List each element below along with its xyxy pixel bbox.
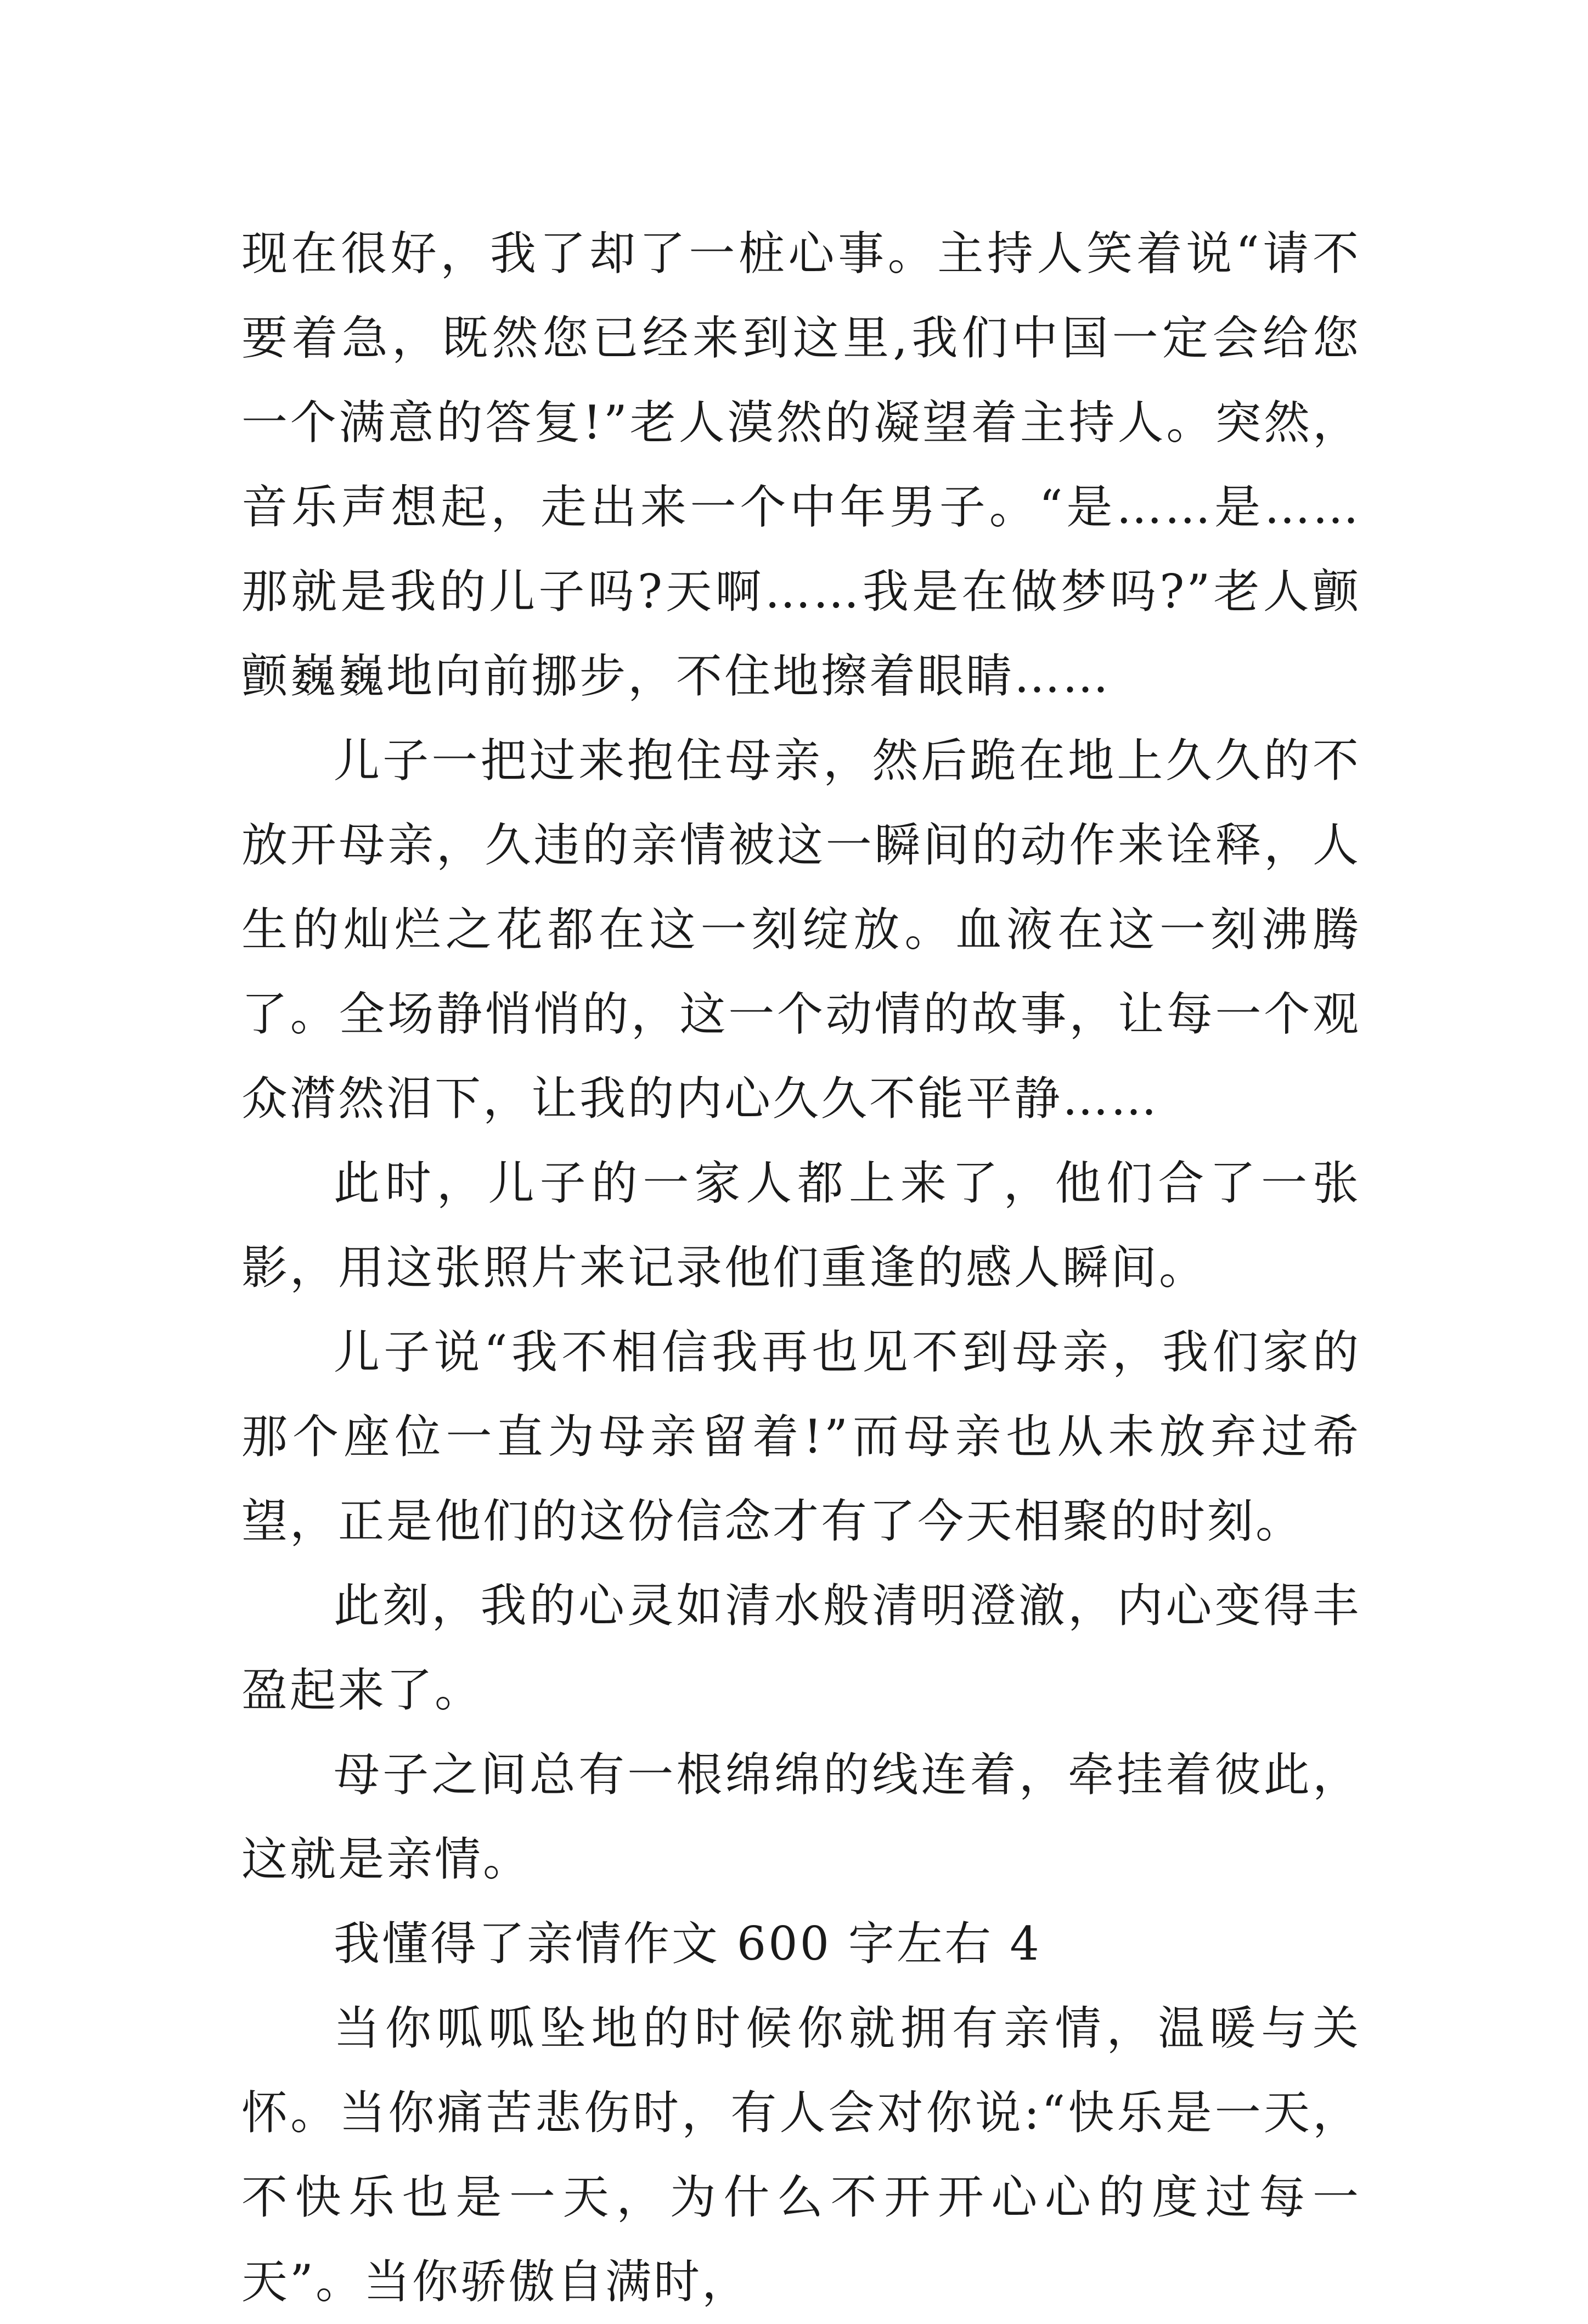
paragraph-closing: 当你呱呱坠地的时候你就拥有亲情，温暖与关怀。当你痛苦悲伤时，有人会对你说:“快乐是一天，不快乐也是一天，为什么不开开心心的度过每一天”。当你骄傲自满时， xyxy=(241,2001,1361,2309)
document-body xyxy=(241,211,1361,2324)
paragraph-mother-son: 母子之间总有一根绵绵的线连着，牵挂着彼此，这就是亲情。 xyxy=(241,1748,1361,1886)
paragraph-heart: 此刻，我的心灵如清水般清明澄澈，内心变得丰盈起来了。 xyxy=(241,1579,1361,1717)
paragraph-reunion: 儿子一把过来抱住母亲，然后跪在地上久久的不放开母亲，久违的亲情被这一瞬间的动作来诠释，人生的灿烂之花都在这一刻绽放。血液在这一刻沸腾了。全场静悄悄的，这一个动情的故事，让每一个观众潸然泪下，让我的内心久久不能平静…… xyxy=(241,734,1361,1126)
paragraph-family-photo: 此时，儿子的一家人都上来了，他们合了一张影，用这张照片来记录他们重逢的感人瞬间。 xyxy=(241,1156,1361,1295)
paragraph-son-speech: 儿子说“我不相信我再也见不到母亲，我们家的那个座位一直为母亲留着!”而母亲也从未放弃过希望，正是他们的这份信念才有了今天相聚的时刻。 xyxy=(241,1325,1361,1548)
paragraph-continuation: 现在很好，我了却了一桩心事。主持人笑着说“请不要着急，既然您已经来到这里,我们中国一定会给您一个满意的答复!”老人漠然的凝望着主持人。突然，音乐声想起，走出来一个中年男子。“是……是……那就是我的儿子吗?天啊……我是在做梦吗?”老人颤颤巍巍地向前挪步，不住地擦着眼睛…… xyxy=(241,227,1361,703)
section-heading: 我懂得了亲情作文 600 字左右 4 xyxy=(334,1917,1041,1971)
